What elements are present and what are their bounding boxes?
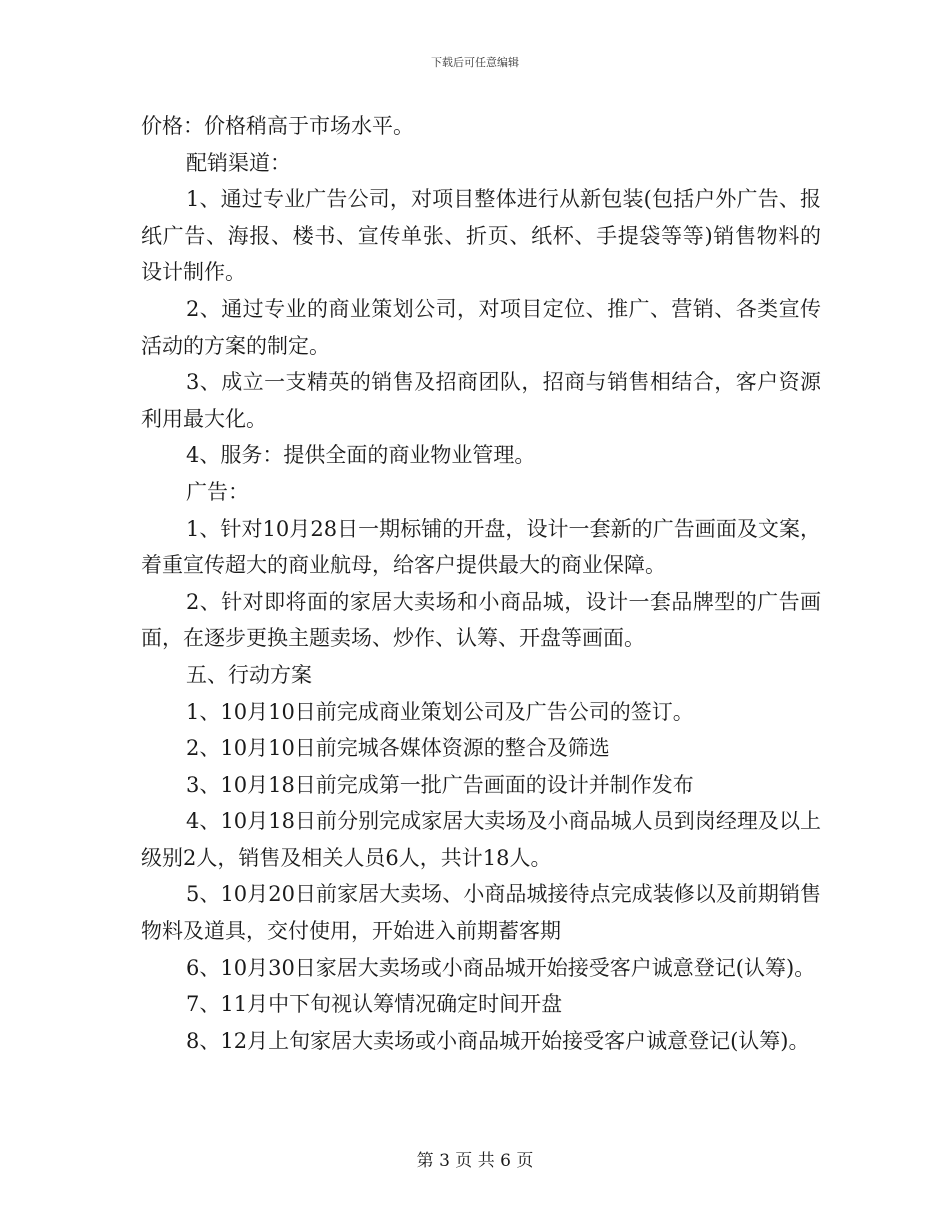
paragraph-action-3: 3、10月18日前完成第一批广告画面的设计并制作发布 (186, 772, 694, 797)
paragraph-action-7: 7、11月中下旬视认筹情况确定时间开盘 (186, 992, 563, 1017)
paragraph-price: 价格：价格稍高于市场水平。 (141, 114, 414, 138)
paragraph-action-6: 6、10月30日家居大卖场或小商品城开始接受客户诚意登记(认筹)。 (186, 955, 816, 980)
paragraph-ads-heading: 广告： (186, 479, 249, 504)
paragraph-distribution-4: 4、服务：提供全面的商业物业管理。 (186, 443, 536, 468)
document-body (141, 108, 821, 1059)
paragraph-distribution-2: 2、通过专业的商业策划公司，对项目定位、推广、营销、各类宣传活动的方案的制定。 (141, 296, 821, 358)
paragraph-distribution-3: 3、成立一支精英的销售及招商团队，招商与销售相结合，客户资源利用最大化。 (141, 370, 821, 431)
paragraph-distribution-1: 1、通过专业广告公司，对项目整体进行从新包装(包括户外广告、报纸广告、海报、楼书、宣传单张、折页、纸杯、手提袋等等)销售物料的设计制作。 (141, 187, 821, 285)
paragraph-ads-2: 2、针对即将面的家居大卖场和小商品城，设计一套品牌型的广告画面，在逐步更换主题卖场、炒作、认筹、开盘等画面。 (141, 589, 821, 651)
paragraph-action-1: 1、10月10日前完成商业策划公司及广告公司的签订。 (186, 699, 694, 724)
paragraph-action-5: 5、10月20日前家居大卖场、小商品城接待点完成装修以及前期销售物料及道具，交付使用，开始进入前期蓄客期 (141, 882, 821, 944)
paragraph-distribution-heading: 配销渠道： (186, 150, 291, 175)
paragraph-ads-1: 1、针对10月28日一期标铺的开盘，设计一套新的广告画面及文案，着重宣传超大的商业航母，给客户提供最大的商业保障。 (141, 516, 821, 578)
paragraph-action-2: 2、10月10日前完城各媒体资源的整合及筛选 (186, 736, 610, 761)
section-heading-action-plan: 五、行动方案 (186, 662, 312, 687)
paragraph-action-8: 8、12月上旬家居大卖场或小商品城开始接受客户诚意登记(认筹)。 (186, 1028, 810, 1053)
paragraph-action-4: 4、10月18日前分别完成家居大卖场及小商品城人员到岗经理及以上级别2人，销售及相关人员6人，共计18人。 (141, 809, 821, 870)
page-number: 第 3 页 共 6 页 (416, 1151, 534, 1171)
page-header: 下载后可任意编辑 (431, 56, 519, 69)
